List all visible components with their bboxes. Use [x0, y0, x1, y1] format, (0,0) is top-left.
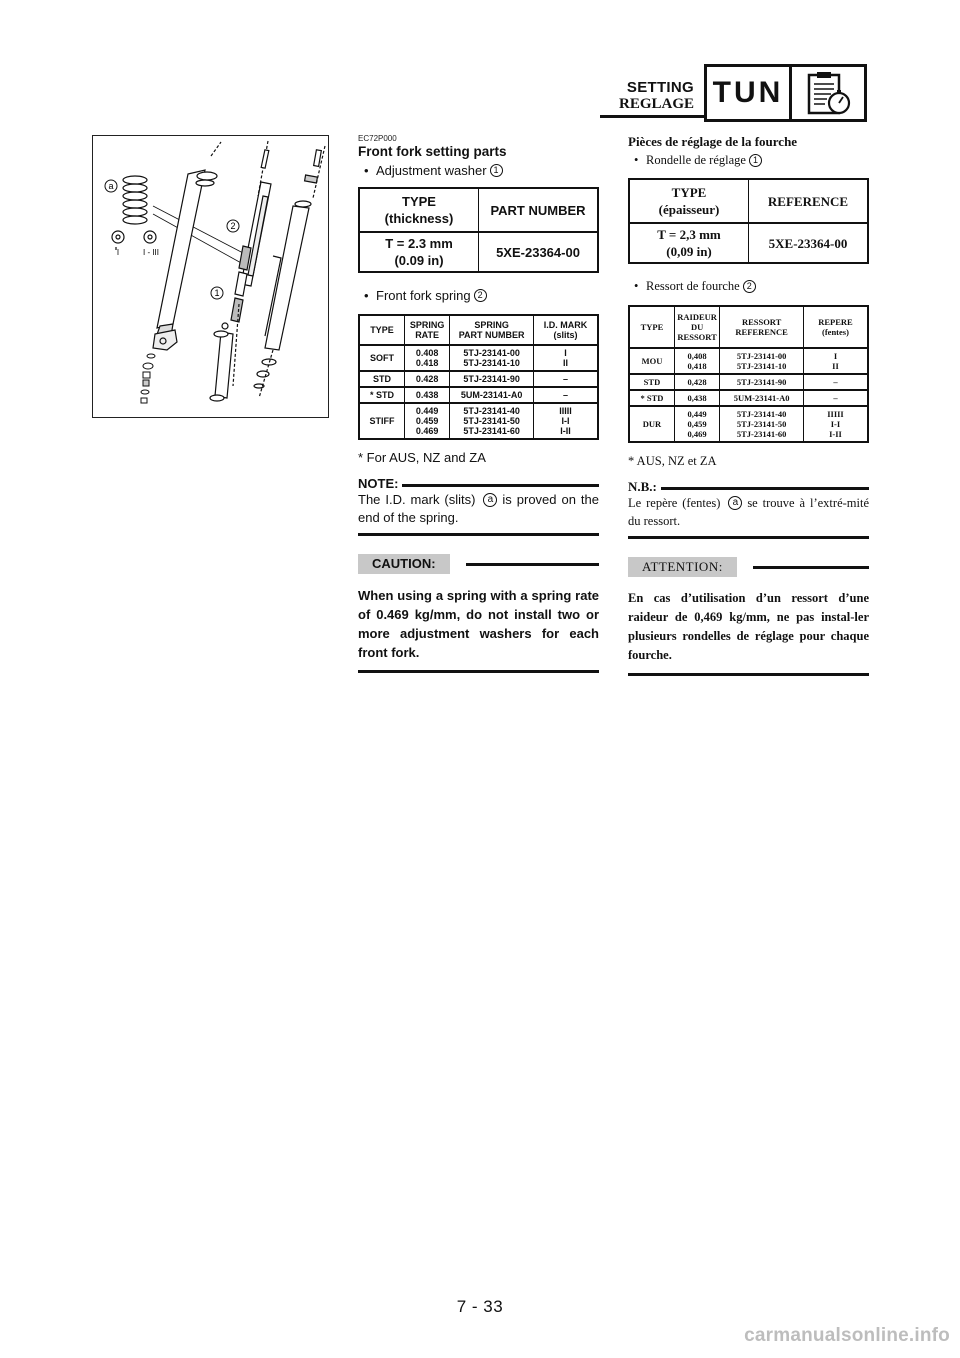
section-code-en: EC72P000 — [358, 134, 397, 143]
callout-2: 2 — [230, 221, 236, 231]
section-title-fr: Pièces de réglage de la fourche — [628, 134, 798, 149]
washer-table-fr: TYPE (épaisseur) REFERENCE T = 2,3 mm (0,09 in) 5XE-23364-00 — [628, 178, 869, 264]
th-spring-part: SPRING PART NUMBER — [450, 315, 534, 345]
footnote-en: * For AUS, NZ and ZA — [358, 450, 486, 465]
table-row: MOU 0,408 0,418 5TJ-23141-00 5TJ-23141-10 I II — [629, 348, 868, 374]
english-column — [358, 134, 599, 673]
table-row: * STD 0,438 5UM-23141-A0 – — [629, 390, 868, 406]
circled-a-icon: a — [728, 496, 742, 510]
header-reglage: REGLAGE — [618, 96, 694, 112]
note-heading-fr — [628, 479, 869, 494]
th-part-number: PART NUMBER — [479, 188, 599, 232]
th-type: TYPE (thickness) — [359, 188, 479, 232]
header-title-block — [619, 79, 694, 113]
caution-label-fr: ATTENTION: — [628, 557, 737, 577]
note-body-fr: Le repère (fentes) a se trouve à l’extré-mité du ressort. — [628, 496, 869, 528]
clipboard-stopwatch-icon — [792, 67, 864, 119]
circled-2-icon: 2 — [743, 280, 756, 293]
circled-a-icon: a — [483, 493, 497, 507]
callout-mark-i: I — [116, 248, 120, 257]
header-underline — [600, 115, 704, 118]
caution-heading-en — [358, 554, 599, 574]
caution-heading-fr — [628, 557, 869, 577]
section-code: TUN — [707, 67, 792, 119]
table-row: SOFT 0.408 0.418 5TJ-23141-00 5TJ-23141-10 I II — [359, 345, 598, 371]
caution-body-fr: En cas d’utilisation d’un ressort d’une raideur de 0,469 kg/mm, ne pas instal-ler plusieurs rondelles de réglage pour chaque fourche. — [628, 591, 869, 662]
bullet-front-fork-spring: • Front fork spring 2 — [358, 287, 599, 304]
section-title-en: Front fork setting parts — [358, 144, 507, 159]
note-label-fr: N.B.: — [628, 479, 657, 494]
bullet-rondelle: • Rondelle de réglage 1 — [628, 152, 869, 169]
table-row: STD 0.428 5TJ-23141-90 – — [359, 371, 598, 387]
caution-label-en: CAUTION: — [358, 554, 450, 574]
note-body-en: The I.D. mark (slits) a is proved on the end of the spring. — [358, 492, 599, 525]
th-spring-type: TYPE — [359, 315, 404, 345]
th-spring-rate: SPRING RATE — [404, 315, 449, 345]
washer-table-en — [358, 187, 599, 273]
spring-table-en — [358, 314, 599, 440]
circled-2-icon: 2 — [474, 289, 487, 302]
french-column — [628, 134, 869, 676]
callout-a: a — [108, 181, 114, 191]
th-id-mark: I.D. MARK (slits) — [533, 315, 598, 345]
header-setting: SETTING — [626, 79, 694, 96]
bullet-ressort: • Ressort de fourche 2 — [628, 278, 869, 295]
spring-detail — [112, 176, 156, 250]
page-number: 7 - 33 — [456, 1297, 504, 1316]
td-part-number: 5XE-23364-00 — [479, 232, 599, 272]
section-tab — [704, 64, 867, 122]
table-row: * STD 0.438 5UM-23141-A0 – — [359, 387, 598, 403]
circled-1-icon: 1 — [749, 154, 762, 167]
circled-1-icon: 1 — [490, 164, 503, 177]
front-fork-exploded-view — [92, 135, 329, 418]
note-heading-en — [358, 476, 599, 491]
table-row: STIFF 0.449 0.459 0.469 5TJ-23141-40 5TJ-23141-50 5TJ-23141-60 IIIII I-I I-II — [359, 403, 598, 439]
footnote-fr: * AUS, NZ et ZA — [628, 454, 717, 468]
spring-table-fr: TYPE RAIDEUR DU RESSORT RESSORT REFERENCE REPERE (fentes) MOU 0,408 0,418 5TJ-23141-00 5TJ-23141-10 I II STD 0,428 5TJ-23141-90 – * STD 0,438 5UM-23141-A0 – DUR 0,449 0,459 0,469 5TJ-23141-40 5TJ-23141-50 5TJ-23141-60 IIIII I-I I-II — [628, 305, 869, 443]
callout-mark-i-iii: I - III — [143, 248, 159, 257]
table-row: DUR 0,449 0,459 0,469 5TJ-23141-40 5TJ-23141-50 5TJ-23141-60 IIIII I-I I-II — [629, 406, 868, 442]
callout-1: 1 — [214, 288, 220, 298]
watermark: carmanualsonline.info — [744, 1325, 950, 1346]
caution-body-en: When using a spring with a spring rate of 0.469 kg/mm, do not install two or more adjustment washers for each front fork. — [358, 588, 599, 660]
bullet-adjustment-washer: • Adjustment washer 1 — [358, 162, 599, 179]
note-label-en: NOTE: — [358, 476, 399, 491]
table-row: STD 0,428 5TJ-23141-90 – — [629, 374, 868, 390]
td-thickness: T = 2.3 mm (0.09 in) — [359, 232, 479, 272]
